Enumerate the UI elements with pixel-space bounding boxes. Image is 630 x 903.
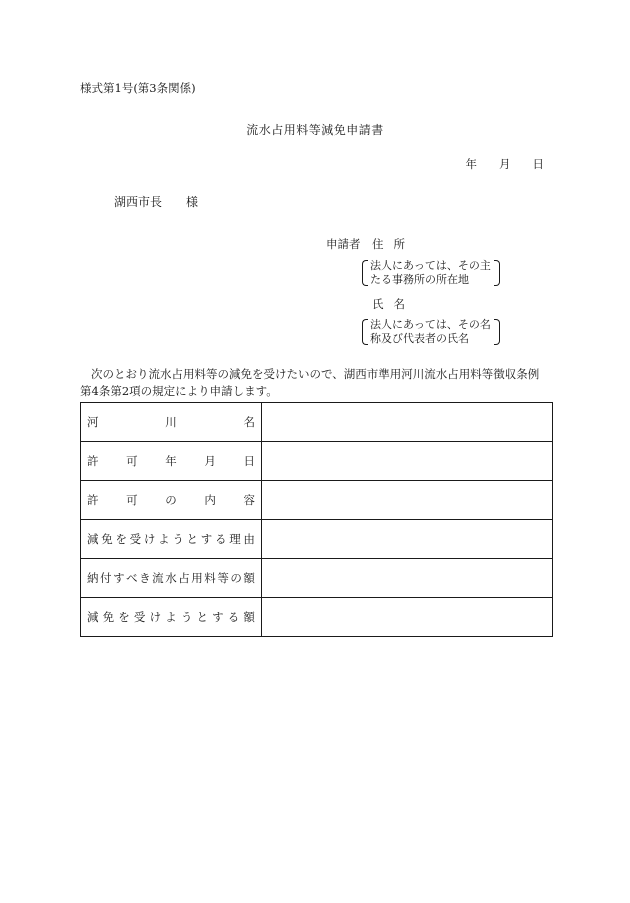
- applicant-address-line: [326, 236, 415, 252]
- row-label-char: 免: [101, 532, 113, 546]
- application-statement: [80, 366, 554, 400]
- name-note-line1: 法人にあっては、その名: [370, 318, 491, 331]
- row-label-char: 減: [87, 532, 99, 546]
- row-label-char: す: [113, 571, 125, 585]
- row-label-char: 占: [178, 571, 190, 585]
- row-label-char: 月: [204, 454, 216, 468]
- row-label-char: 流: [152, 571, 164, 585]
- applicant-name-label: 氏名: [372, 297, 415, 311]
- row-label-cell: [81, 598, 262, 637]
- row-label-char: 納: [87, 571, 99, 585]
- document-title: 流水占用料等減免申請書: [246, 123, 384, 137]
- row-label: [87, 531, 255, 547]
- row-label-char: 水: [165, 571, 177, 585]
- row-label-char: 内: [204, 493, 216, 507]
- address-note-bracket: [362, 259, 500, 287]
- row-value-cell[interactable]: [262, 520, 553, 559]
- row-label-char: 許: [87, 454, 99, 468]
- applicant-address-label: 住所: [372, 237, 415, 251]
- name-note-bracket: [362, 318, 500, 346]
- row-label-char: 減: [87, 610, 99, 624]
- row-value-cell[interactable]: [262, 481, 553, 520]
- row-label-cell: [81, 559, 262, 598]
- addressee-honorific: 様: [186, 195, 199, 209]
- table-row: [81, 442, 553, 481]
- statement-line2: 第4条第2項の規定により申請します。: [80, 384, 278, 398]
- row-label-char: の: [230, 571, 242, 585]
- row-label-cell: [81, 442, 262, 481]
- row-label-char: の: [165, 493, 177, 507]
- row-label-char: 可: [126, 454, 138, 468]
- name-note-line2: 称及び代表者の氏名: [370, 332, 469, 345]
- row-label-cell: [81, 481, 262, 520]
- row-label-char: 名: [243, 415, 255, 429]
- applicant-label: 申請者: [326, 237, 361, 251]
- row-label-char: 額: [243, 571, 255, 585]
- row-label: [87, 453, 255, 469]
- row-label-char: 許: [87, 493, 99, 507]
- row-label-char: 容: [243, 493, 255, 507]
- row-label: [87, 570, 255, 586]
- application-table: [80, 402, 553, 637]
- row-label-char: を: [118, 610, 130, 624]
- row-label-char: す: [212, 610, 224, 624]
- row-label-char: 年: [165, 454, 177, 468]
- statement-line1: 次のとおり流水占用料等の減免を受けたいので、湖西市準用河川流水占用料等徴収条例: [91, 367, 540, 381]
- row-label-char: け: [149, 610, 162, 624]
- table-row: [81, 598, 553, 637]
- row-label-cell: [81, 403, 262, 442]
- row-label-char: す: [200, 532, 213, 546]
- form-number-label: 様式第1号(第3条関係): [80, 81, 196, 95]
- row-label-char: 可: [126, 493, 138, 507]
- table-row: [81, 481, 553, 520]
- row-label-char: 日: [243, 454, 255, 468]
- row-label-char: 付: [100, 571, 112, 585]
- table-row: [81, 520, 553, 559]
- row-label-char: よ: [158, 532, 170, 546]
- table-row: [81, 403, 553, 442]
- row-label-char: る: [227, 610, 240, 624]
- date-line: [466, 156, 545, 172]
- row-label-char: う: [180, 610, 193, 624]
- row-label-char: 受: [133, 610, 146, 624]
- addressee: [114, 193, 198, 210]
- row-label-char: 川: [165, 415, 177, 429]
- row-label-char: 河: [87, 415, 99, 429]
- row-value-cell[interactable]: [262, 559, 553, 598]
- row-label-char: 料: [204, 571, 216, 585]
- row-label-char: 等: [217, 571, 229, 585]
- row-value-cell[interactable]: [262, 403, 553, 442]
- row-value-cell[interactable]: [262, 598, 553, 637]
- row-value-cell[interactable]: [262, 442, 553, 481]
- row-label-char: う: [172, 532, 184, 546]
- row-label-char: 受: [129, 532, 142, 546]
- date-year-label: 年: [465, 157, 477, 171]
- table-row: [81, 559, 553, 598]
- row-label-char: き: [139, 571, 151, 585]
- row-label-char: け: [143, 532, 156, 546]
- row-label-char: を: [115, 532, 127, 546]
- row-label-char: べ: [126, 571, 138, 585]
- date-month-label: 月: [499, 157, 511, 171]
- row-label-char: と: [196, 610, 208, 624]
- row-label-char: と: [186, 532, 199, 546]
- row-label-char: 由: [243, 532, 255, 546]
- row-label-char: 用: [191, 571, 203, 585]
- address-note-line1: 法人にあっては、その主: [370, 259, 491, 272]
- row-label-char: 免: [102, 610, 115, 624]
- row-label: [87, 609, 255, 625]
- addressee-name: 湖西市長: [114, 195, 163, 209]
- date-day-label: 日: [532, 157, 544, 171]
- address-note-line2: たる事務所の所在地: [370, 273, 469, 286]
- row-label-cell: [81, 520, 262, 559]
- row-label-char: る: [214, 532, 227, 546]
- row-label-char: よ: [165, 610, 177, 624]
- row-label-char: 理: [229, 532, 241, 546]
- row-label: [87, 492, 255, 508]
- row-label-char: 額: [243, 610, 255, 624]
- row-label: [87, 414, 255, 430]
